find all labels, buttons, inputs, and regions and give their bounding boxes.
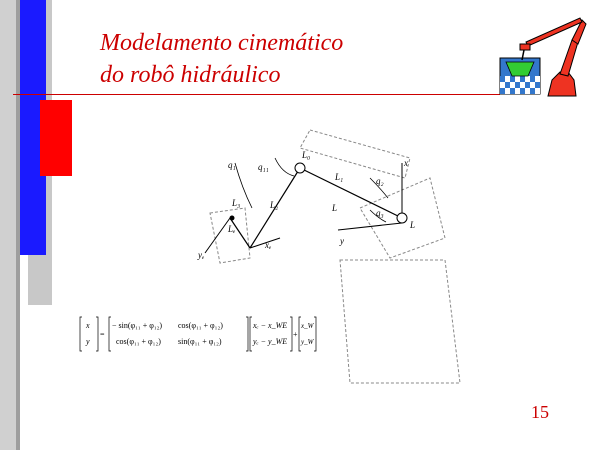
angle-arc-q11 [275, 158, 294, 176]
transformation-equation [78, 314, 318, 354]
slide-title-line-2: do robô hidráulico [100, 62, 281, 88]
label-q11: q₁₁ [258, 162, 269, 172]
eq-m11: − sin(φ₁₁ + φ₁₂) [112, 321, 163, 330]
label-l3: L₃ [232, 198, 241, 208]
label-l2: L₂ [270, 200, 279, 210]
robot-gripper-outline [210, 208, 250, 263]
eq-m12: cos(φ₁₁ + φ₁₂) [178, 321, 223, 330]
end-effector-point [230, 216, 235, 221]
ye-axis-line [205, 218, 230, 253]
label-q3: q₃ [376, 208, 384, 218]
label-l: L [332, 203, 338, 213]
joint-wrist [397, 213, 407, 223]
left-decorative-bars [0, 0, 80, 450]
gray-thin-bar [16, 0, 20, 450]
link-l1 [300, 168, 402, 218]
label-x: x [404, 158, 408, 168]
label-l1: L₁ [335, 172, 344, 182]
label-q2: q₂ [376, 176, 384, 186]
eq-v-bottom: yₑ − y_WE [253, 337, 288, 346]
page-number: 15 [531, 402, 549, 422]
eq-lhs-x: x [86, 321, 90, 330]
label-l0: L₀ [302, 150, 311, 160]
red-block [40, 100, 72, 176]
label-q1: q₁ [228, 160, 236, 170]
eq-plus: + [293, 330, 298, 339]
industrial-robot-arm-icon [498, 10, 588, 100]
slide-title-line-1: Modelamento cinemático [100, 30, 344, 56]
robot-base-outline [340, 260, 460, 383]
eq-equals: = [100, 330, 105, 339]
label-l-wrist: L [410, 220, 416, 230]
joint-shoulder [295, 163, 305, 173]
label-y: y [340, 236, 344, 246]
label-xe: xₑ [265, 240, 272, 250]
robot-arm-outline [300, 130, 410, 178]
eq-m21: cos(φ₁₁ + φ₁₂) [116, 337, 161, 346]
eq-lhs-y: y [86, 337, 90, 346]
title-underline [13, 94, 500, 95]
eq-t-bottom: y_W [301, 338, 314, 346]
eq-m22: sin(φ₁₁ + φ₁₂) [178, 337, 222, 346]
gray-bar-left [0, 0, 16, 450]
label-ye: yₑ [198, 250, 205, 260]
eq-v-top: xₑ − x_WE [253, 321, 288, 330]
eq-t-top: x_W [301, 322, 314, 330]
label-le: Lₑ [228, 224, 236, 234]
checker-pattern [500, 76, 540, 94]
